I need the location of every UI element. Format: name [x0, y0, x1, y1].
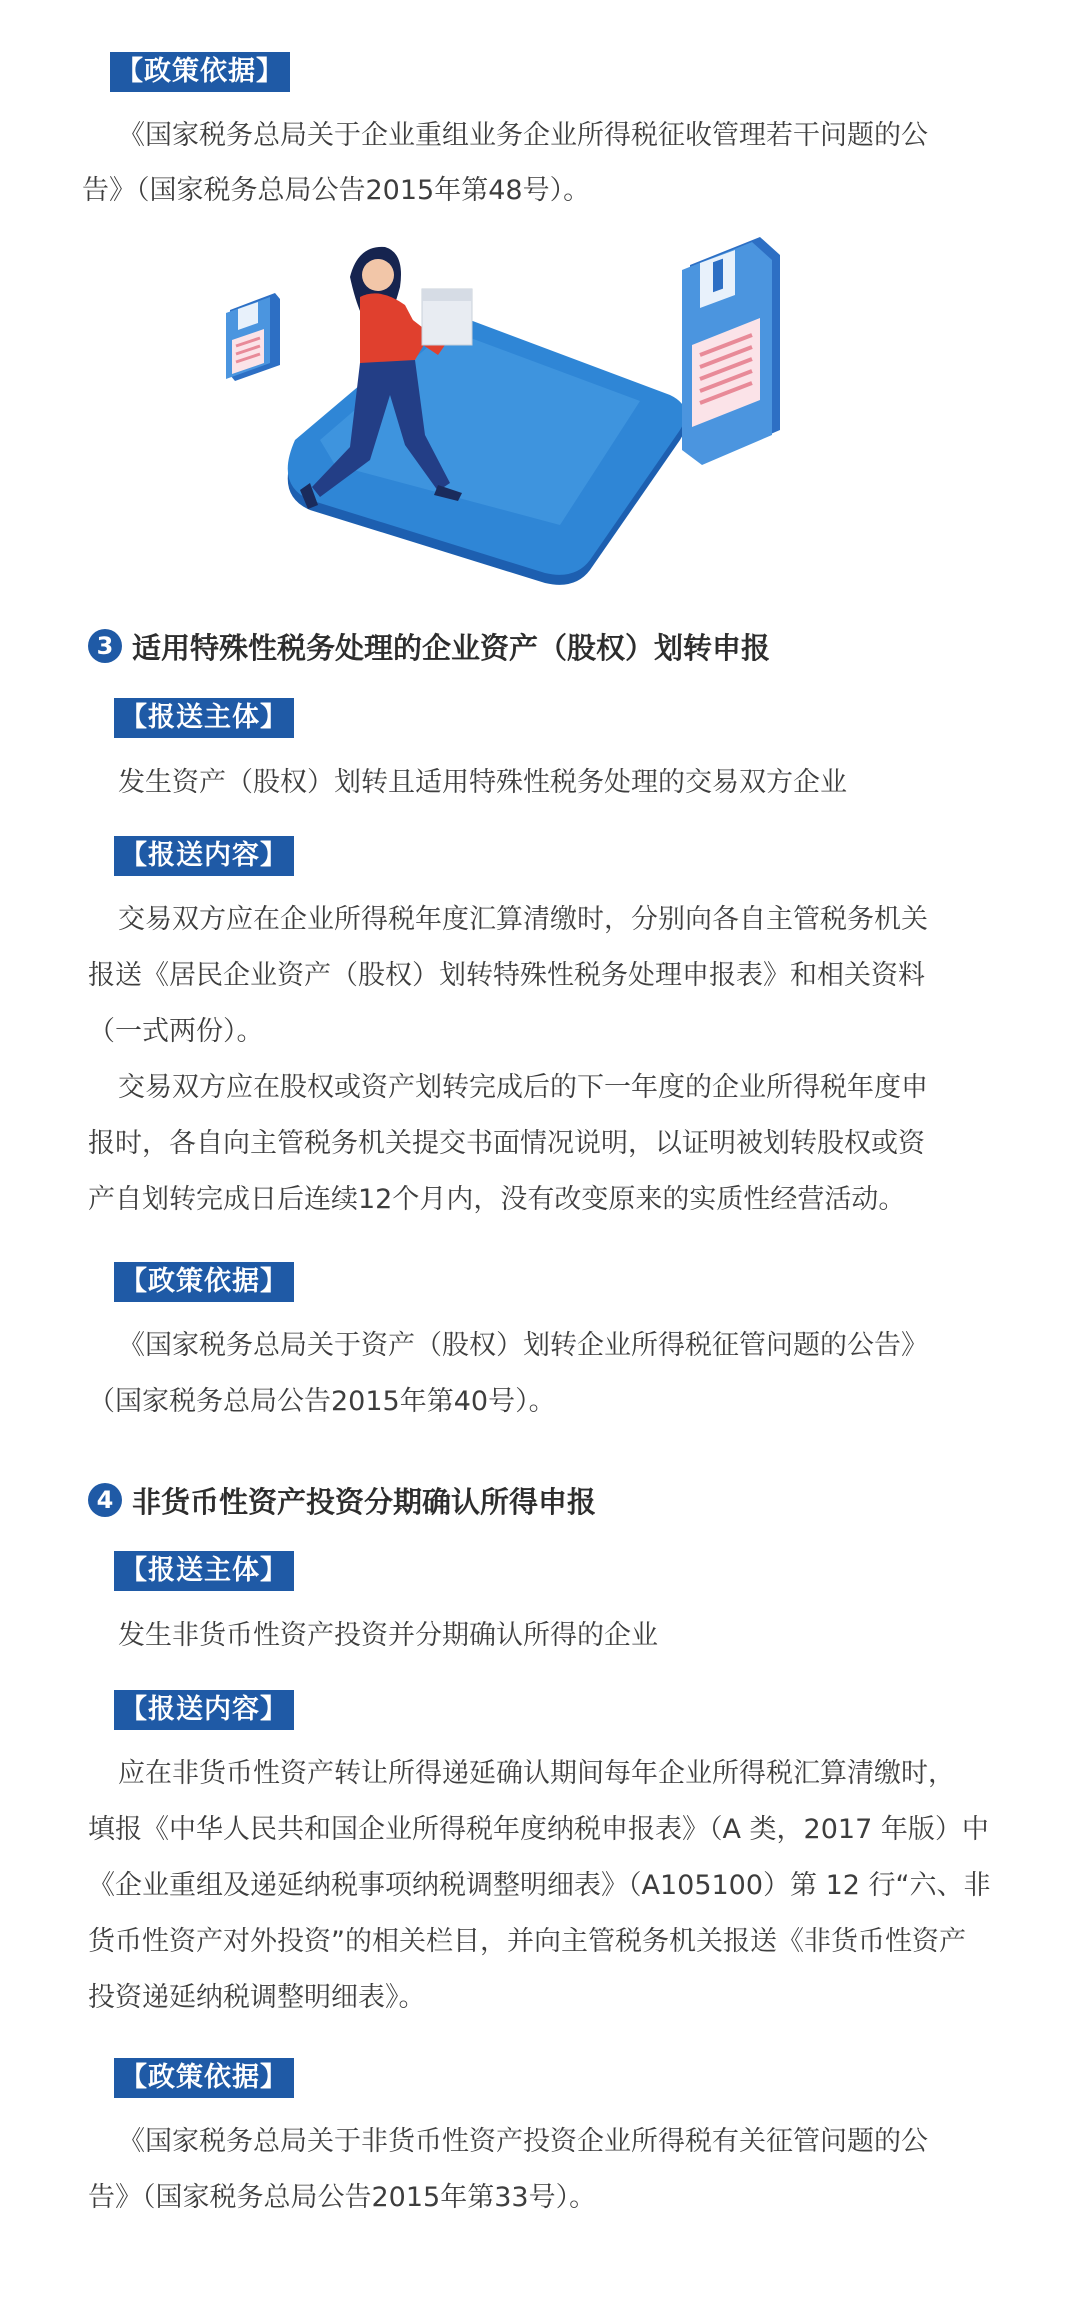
subject-tag: 【报送主体】 — [114, 698, 294, 738]
illustration — [200, 225, 850, 615]
paragraph-line: 填报《中华人民共和国企业所得税年度纳税申报表》（A 类，2017 年版）中 — [88, 1814, 989, 1845]
content-tag: 【报送内容】 — [114, 1690, 294, 1730]
paragraph-line: 报送《居民企业资产（股权）划转特殊性税务处理申报表》和相关资料 — [88, 960, 925, 991]
paragraph-line: 应在非货币性资产转让所得递延确认期间每年企业所得税汇算清缴时， — [118, 1758, 955, 1789]
section-number-badge: 4 — [88, 1483, 122, 1517]
floppy-disk-icon — [226, 293, 280, 381]
policy-tag: 【政策依据】 — [114, 1262, 294, 1302]
paragraph-line: （一式两份）。 — [88, 1016, 264, 1047]
section-title: 非货币性资产投资分期确认所得申报 — [132, 1484, 597, 1519]
section-title: 适用特殊性税务处理的企业资产（股权）划转申报 — [132, 630, 771, 665]
paragraph-line: 报时，各自向主管税务机关提交书面情况说明，以证明被划转股权或资 — [88, 1128, 925, 1159]
section-number-badge: 3 — [88, 629, 122, 663]
paragraph-line: 《国家税务总局关于非货币性资产投资企业所得税有关征管问题的公 — [118, 2126, 928, 2157]
paragraph-line: 《国家税务总局关于资产（股权）划转企业所得税征管问题的公告》 — [118, 1330, 928, 1361]
policy-tag: 【政策依据】 — [110, 52, 290, 92]
policy-tag: 【政策依据】 — [114, 2058, 294, 2098]
floppy-disk-icon — [682, 237, 780, 465]
paragraph-line: 告》（国家税务总局公告2015年第48号）。 — [82, 175, 591, 206]
paragraph-line: 告》（国家税务总局公告2015年第33号）。 — [88, 2182, 597, 2213]
paragraph-line: 投资递延纳税调整明细表》。 — [88, 1982, 426, 2013]
paragraph-line: 发生非货币性资产投资并分期确认所得的企业 — [118, 1620, 658, 1651]
content-tag: 【报送内容】 — [114, 836, 294, 876]
subject-tag: 【报送主体】 — [114, 1551, 294, 1591]
paragraph-line: 交易双方应在股权或资产划转完成后的下一年度的企业所得税年度申 — [118, 1072, 928, 1103]
paragraph-line: 发生资产（股权）划转且适用特殊性税务处理的交易双方企业 — [118, 767, 847, 798]
paragraph-line: 产自划转完成日后连续12个月内，没有改变原来的实质性经营活动。 — [88, 1184, 906, 1215]
paragraph-line: 交易双方应在企业所得税年度汇算清缴时，分别向各自主管税务机关 — [118, 904, 928, 935]
section-4-heading — [88, 1478, 596, 1522]
paragraph-line: 《企业重组及递延纳税事项纳税调整明细表》（A105100）第 12 行“六、非 — [88, 1870, 991, 1901]
paragraph-line: 货币性资产对外投资”的相关栏目，并向主管税务机关报送《非货币性资产 — [88, 1926, 966, 1957]
section-3-heading — [88, 624, 770, 668]
paragraph-line: 《国家税务总局关于企业重组业务企业所得税征收管理若干问题的公 — [118, 120, 928, 151]
paragraph-line: （国家税务总局公告2015年第40号）。 — [88, 1386, 556, 1417]
